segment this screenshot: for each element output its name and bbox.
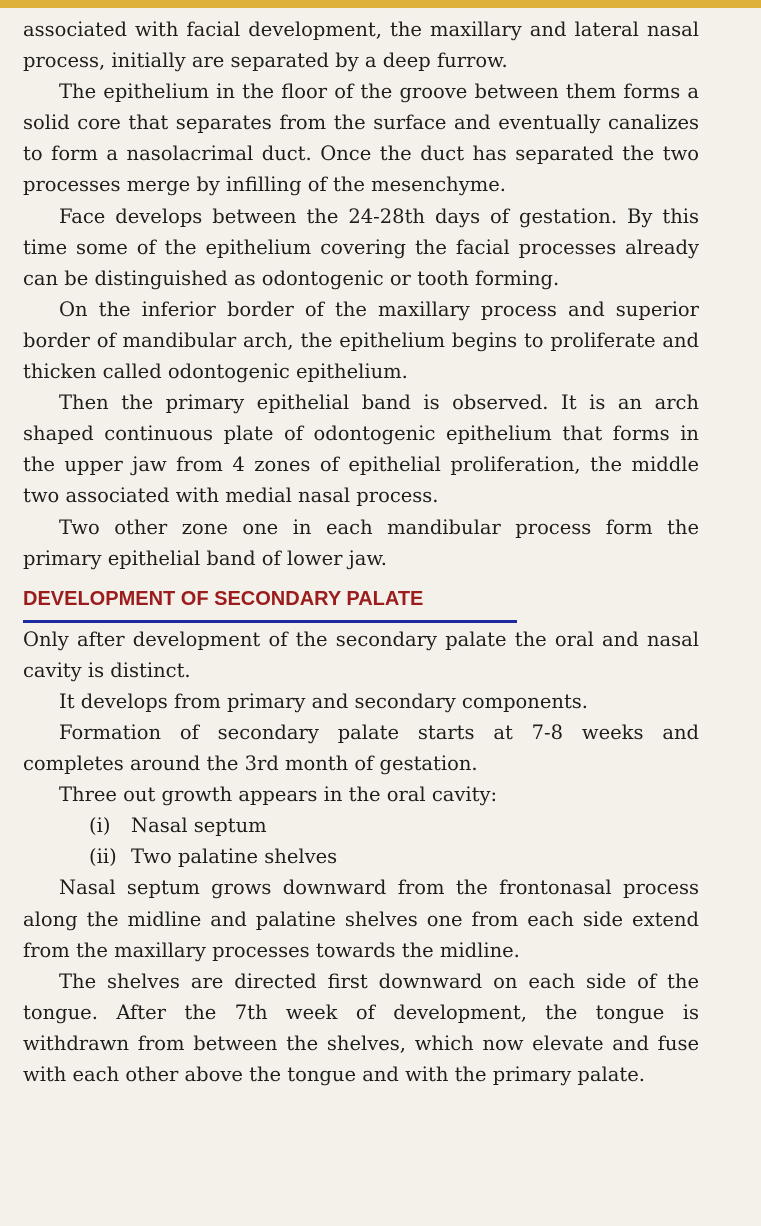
list-item	[23, 841, 699, 872]
paragraph-nasolacrimal-duct: The epithelium in the floor of the groove between them forms a solid core that separates from the surface and eventually canalizes to form a nasolacrimal duct. Once the duct has separated the two processes merge by infilling of the mesenchyme.	[23, 80, 699, 197]
top-accent-band	[0, 0, 761, 8]
paragraph-face-development: Face develops between the 24-28th days of gestation. By this time some of the epithelium covering the facial processes already can be distinguished as odontogenic or tooth forming.	[23, 204, 699, 290]
paragraph-timing: Formation of secondary palate starts at 7-8 weeks and completes around the 3rd month of gestation.	[23, 720, 699, 776]
section-heading	[23, 574, 699, 624]
paragraph-primary-epithelial-band: Then the primary epithelial band is observed. It is an arch shaped continuous plate of odontogenic epithelium that forms in the upper jaw from 4 zones of epithelial proliferation, the middle two associated with medial nasal process.	[23, 391, 699, 508]
heading-underline	[23, 620, 517, 623]
paragraph-continued: associated with facial development, the maxillary and lateral nasal process, initially are separated by a deep furrow.	[23, 18, 699, 73]
paragraph-secondary-palate-lead: Only after development of the secondary palate the oral and nasal cavity is distinct.	[23, 627, 699, 682]
page-text	[23, 14, 699, 1090]
paragraph-nasal-septum: Nasal septum grows downward from the frontonasal process along the midline and palatine shelves one from each side extend from the maxillary processes towards the midline.	[23, 876, 699, 962]
list-item-text: Nasal septum	[131, 814, 267, 838]
list-item-number: (ii)	[89, 845, 117, 869]
list-item-text: Two palatine shelves	[131, 845, 338, 869]
paragraph-lower-jaw: Two other zone one in each mandibular process form the primary epithelial band of lower jaw.	[23, 515, 699, 570]
paragraph-components: It develops from primary and secondary components.	[59, 689, 588, 713]
list-item	[23, 810, 699, 841]
paragraph-shelves: The shelves are directed first downward on each side of the tongue. After the 7th week of development, the tongue is withdrawn from between the shelves, which now elevate and fuse with each other above the tongue and with the primary palate.	[23, 969, 699, 1086]
paragraph-odontogenic-epithelium: On the inferior border of the maxillary process and superior border of mandibular arch, the epithelium begins to proliferate and thicken called odontogenic epithelium.	[23, 297, 699, 384]
list-item-number: (i)	[89, 814, 111, 838]
section-heading-text: DEVELOPMENT OF SECONDARY PALATE	[23, 587, 424, 610]
paragraph-outgrowth: Three out growth appears in the oral cavity:	[59, 783, 498, 807]
